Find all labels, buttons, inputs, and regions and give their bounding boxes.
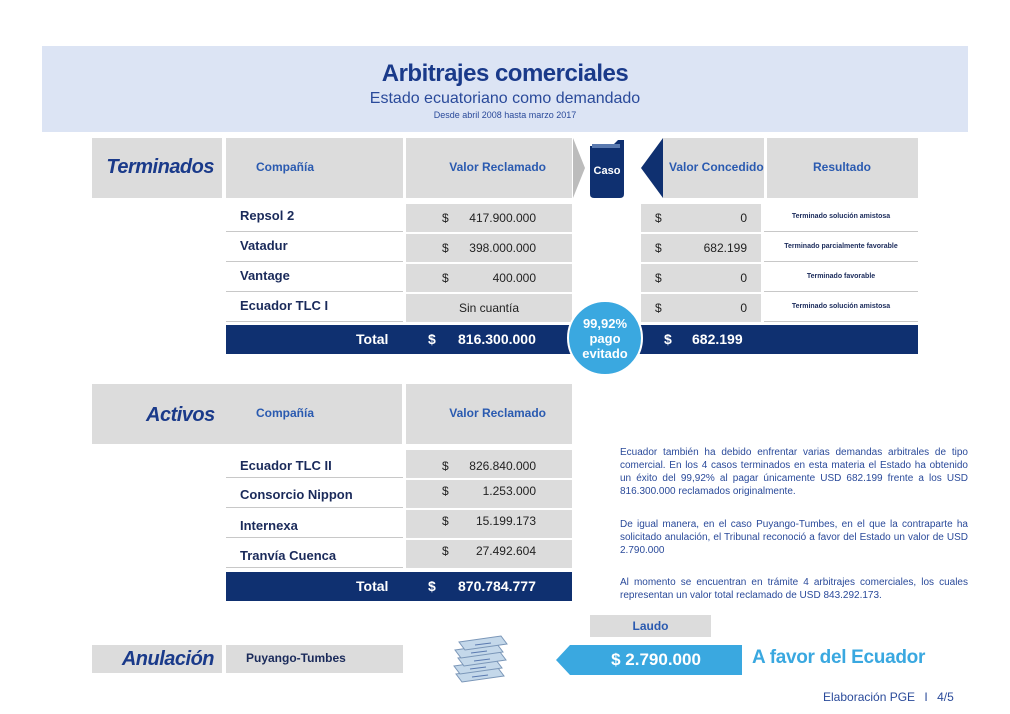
total-currency: $: [428, 331, 436, 347]
row-currency: $: [442, 271, 449, 285]
activos-col-claimed-label: Valor Reclamado: [449, 406, 546, 420]
note-paragraph-2: De igual manera, en el caso Puyango-Tumbes, en el que la contraparte ha solicitado anulación, el Tribunal reconoció a favor del Estado un valor de USD 2.790.000: [620, 519, 968, 556]
activos-title-box: [92, 384, 402, 444]
row-company: Consorcio Nippon: [240, 487, 353, 502]
row-granted-currency: $: [655, 271, 662, 285]
row-result-cell: [764, 204, 918, 232]
row-granted-cell: [641, 294, 761, 322]
footer: [823, 690, 954, 704]
activos-col-company-label: Compañía: [256, 406, 315, 420]
folder-icon: [586, 140, 628, 198]
row-company: Ecuador TLC II: [240, 458, 332, 473]
page-number: 4/5: [937, 690, 954, 704]
row-granted: 0: [740, 271, 747, 285]
table-row: [226, 294, 403, 322]
table-row: [226, 450, 403, 478]
laudo-label-box: [590, 615, 711, 637]
row-granted-currency: $: [655, 301, 662, 315]
anulacion-company: Puyango-Tumbes: [246, 651, 346, 665]
total-granted-currency: $: [664, 331, 672, 347]
table-row: [226, 480, 403, 508]
terminados-col-result: [767, 138, 918, 198]
row-claimed: 1.253.000: [482, 484, 536, 498]
terminados-title-box: [92, 138, 222, 198]
header-banner: [42, 46, 968, 132]
terminados-rows: [226, 204, 918, 324]
page-title: Arbitrajes comerciales: [381, 60, 629, 87]
terminados-col-granted-label: Valor Concedido: [669, 160, 764, 174]
row-company: Repsol 2: [240, 208, 295, 223]
row-result-cell: [764, 234, 918, 262]
table-row: [226, 510, 403, 538]
activos-col-claimed: [406, 384, 572, 444]
terminados-col-company-label: Compañía: [256, 160, 315, 174]
row-currency: $: [442, 241, 449, 255]
row-claimed-cell: [406, 510, 572, 538]
page-subtitle: Estado ecuatoriano como demandado: [369, 90, 641, 107]
row-currency: $: [442, 211, 449, 225]
row-granted-cell: [641, 264, 761, 292]
row-currency: $: [442, 514, 449, 528]
laudo-amount: $ 2.790.000: [611, 650, 701, 669]
terminados-col-result-label: Resultado: [813, 160, 872, 174]
activos-total-bar: [226, 572, 572, 601]
activos-title: Activos: [146, 404, 215, 426]
row-result: Terminado solución amistosa: [791, 303, 891, 310]
terminados-col-company: [226, 138, 403, 198]
row-claimed-cell: [406, 264, 572, 292]
row-granted: 682.199: [703, 241, 747, 255]
row-claimed: 398.000.000: [469, 241, 536, 255]
row-company: Vantage: [240, 268, 290, 283]
row-claimed: 27.492.604: [475, 544, 536, 558]
total-granted: 682.199: [692, 331, 743, 347]
row-granted-currency: $: [655, 241, 662, 255]
footer-separator: I: [924, 690, 928, 704]
row-result: Terminado solución amistosa: [791, 213, 891, 220]
row-granted: 0: [740, 301, 747, 315]
note-paragraph-3: Al momento se encuentran en trámite 4 arbitrajes comerciales, los cuales representan un valor total reclamado de USD 843.292.173.: [620, 577, 968, 601]
row-company: Internexa: [240, 518, 298, 533]
row-claimed: 400.000: [492, 271, 536, 285]
row-claimed: 826.840.000: [469, 459, 536, 473]
row-result: Terminado parcialmente favorable: [784, 243, 898, 250]
footer-credit: Elaboración PGE: [823, 690, 916, 704]
total-label: Total: [356, 578, 389, 594]
money-stack-icon: [450, 630, 510, 686]
row-claimed-cell: [406, 294, 572, 322]
row-granted-currency: $: [655, 211, 662, 225]
anulacion-company-cell: [226, 645, 403, 673]
row-claimed: 417.900.000: [469, 211, 536, 225]
badge-line3: evitado: [582, 346, 628, 361]
table-row: [226, 264, 403, 292]
total-currency: $: [428, 578, 436, 594]
table-row: [226, 540, 403, 568]
row-granted-cell: [641, 234, 761, 262]
row-result-cell: [764, 264, 918, 292]
row-claimed-cell: [406, 480, 572, 508]
total-claimed: 870.784.777: [458, 578, 536, 594]
row-currency: $: [442, 484, 449, 498]
case-label: Caso: [593, 165, 621, 177]
laudo-amount-box: [556, 645, 742, 675]
badge-percent: 99,92%: [582, 316, 628, 331]
row-company: Vatadur: [240, 238, 288, 253]
row-granted: 0: [740, 211, 747, 225]
row-result: Terminado favorable: [806, 273, 876, 280]
total-claimed: 816.300.000: [458, 331, 536, 347]
terminados-col-claimed: [406, 138, 572, 198]
page-period: Desde abril 2008 hasta marzo 2017: [433, 110, 577, 120]
activos-rows: [226, 450, 572, 568]
row-claimed: Sin cuantía: [458, 301, 520, 315]
row-claimed-cell: [406, 234, 572, 262]
row-company: Ecuador TLC I: [240, 298, 329, 313]
anulacion-title: Anulación: [121, 648, 214, 670]
row-granted-cell: [641, 204, 761, 232]
total-label: Total: [356, 331, 389, 347]
laudo-label: Laudo: [632, 619, 669, 633]
anulacion-title-box: [92, 645, 222, 673]
badge-line2: pago: [589, 331, 621, 346]
savings-badge: [567, 300, 643, 376]
terminados-col-claimed-label: Valor Reclamado: [449, 160, 546, 174]
favor-text: A favor del Ecuador: [752, 647, 926, 668]
table-row: [226, 204, 403, 232]
row-claimed-cell: [406, 450, 572, 478]
row-result-cell: [764, 294, 918, 322]
arrow-left-icon: [641, 138, 663, 198]
table-row: [226, 234, 403, 262]
row-currency: $: [442, 544, 449, 558]
terminados-title: Terminados: [106, 156, 214, 178]
row-claimed-cell: [406, 204, 572, 232]
row-claimed: 15.199.173: [475, 514, 536, 528]
terminados-col-granted: [663, 138, 764, 198]
row-company: Tranvía Cuenca: [240, 548, 337, 563]
note-paragraph-1: Ecuador también ha debido enfrentar varias demandas arbitrales de tipo comercial. En los 4 casos terminados en esta materia el Estado ha obtenido un éxito del 99,92% al pagar únicamente USD 682.199 frente a los USD 816.300.000 reclamados originalmente.: [620, 447, 968, 497]
row-claimed-cell: [406, 540, 572, 568]
arrow-right-icon: [573, 138, 585, 198]
row-currency: $: [442, 459, 449, 473]
